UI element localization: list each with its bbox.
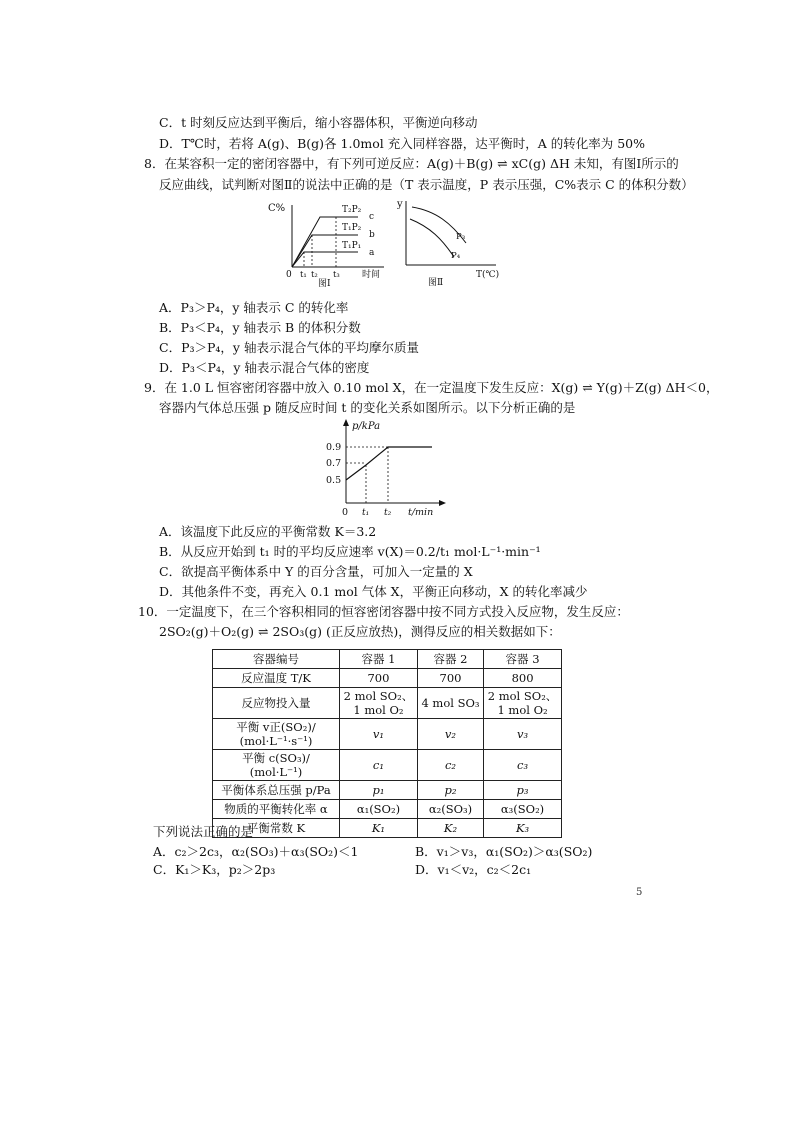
table-cell: p₃ bbox=[484, 781, 562, 800]
table-row bbox=[213, 688, 562, 719]
fig2-curve-label-p3: P₃ bbox=[456, 232, 466, 242]
fig3-xtick-t1: t₁ bbox=[362, 508, 370, 518]
q10-option-c: C．K₁＞K₃，p₂＞2p₃ bbox=[153, 862, 276, 877]
q8-option-c: C．P₃＞P₄，y 轴表示混合气体的平均摩尔质量 bbox=[159, 340, 419, 355]
fig3-origin: 0 bbox=[342, 507, 349, 518]
q9-option-a: A．该温度下此反应的平衡常数 K＝3.2 bbox=[159, 524, 377, 539]
table-row bbox=[213, 719, 562, 750]
q10-option-b: B．v₁＞v₃，α₁(SO₂)＞α₃(SO₂) bbox=[415, 844, 593, 859]
fig2-ylabel: y bbox=[397, 199, 403, 210]
q7-option-d: D．T℃时，若将 A(g)、B(g)各 1.0mol 充入同样容器，达平衡时，A 的转化率为 50% bbox=[159, 136, 645, 151]
q9-option-d: D．其他条件不变，再充入 0.1 mol 气体 X，平衡正向移动，X 的转化率减少 bbox=[159, 584, 588, 599]
fig1-curve-label-b: T₁P₂ bbox=[342, 223, 362, 233]
table-cell: c₃ bbox=[484, 750, 562, 781]
fig1-xlabel: 时间 bbox=[362, 270, 381, 280]
table-cell: 容器编号 bbox=[213, 650, 340, 669]
table-cell: 反应物投入量 bbox=[213, 688, 340, 719]
table-cell: α₂(SO₃) bbox=[417, 800, 483, 819]
table-cell: p₂ bbox=[417, 781, 483, 800]
fig1-caption: 图Ⅰ bbox=[318, 279, 331, 287]
q8-option-b: B．P₃＜P₄，y 轴表示 B 的体积分数 bbox=[159, 320, 361, 335]
table-cell: 平衡 c(SO₃)/ (mol·L⁻¹) bbox=[213, 750, 340, 781]
table-cell: 物质的平衡转化率 α bbox=[213, 800, 340, 819]
q8-option-a: A．P₃＞P₄，y 轴表示 C 的转化率 bbox=[159, 300, 349, 315]
page-number: 5 bbox=[636, 887, 643, 898]
fig3-ytick-0.7: 0.7 bbox=[326, 458, 342, 469]
q9-stem-line2: 容器内气体总压强 p 随反应时间 t 的变化关系如图所示。以下分析正确的是 bbox=[159, 400, 576, 415]
q9-option-b: B．从反应开始到 t₁ 时的平均反应速率 v(X)＝0.2/t₁ mol·L⁻¹·min⁻¹ bbox=[159, 544, 541, 559]
fig2-caption: 图Ⅱ bbox=[428, 278, 444, 287]
table-row bbox=[213, 781, 562, 800]
table-cell: 平衡体系总压强 p/Pa bbox=[213, 781, 340, 800]
fig1-curve-letter-a: a bbox=[369, 248, 375, 258]
fig2-xlabel: T(℃) bbox=[476, 270, 500, 280]
q8-stem-line1: 8．在某容积一定的密闭容器中，有下列可逆反应：A(g)＋B(g) ⇌ xC(g) ΔH 未知，有图Ⅰ所示的 bbox=[144, 156, 679, 171]
table-cell: 2 mol SO₂、 1 mol O₂ bbox=[484, 688, 562, 719]
table-cell: v₁ bbox=[340, 719, 418, 750]
table-cell: v₂ bbox=[417, 719, 483, 750]
fig2-curve-label-p4: P₄ bbox=[451, 251, 461, 261]
q10-option-d: D．v₁＜v₂，c₂＜2c₁ bbox=[415, 862, 532, 877]
fig3-xlabel: t/min bbox=[408, 507, 434, 518]
table-cell: 容器 3 bbox=[484, 650, 562, 669]
fig3-xtick-t2: t₂ bbox=[384, 508, 392, 518]
table-cell: v₃ bbox=[484, 719, 562, 750]
q10-question: 下列说法正确的是 bbox=[153, 824, 254, 839]
table-row bbox=[213, 800, 562, 819]
q10-stem-line2: 2SO₂(g)＋O₂(g) ⇌ 2SO₃(g) (正反应放热)，测得反应的相关数据如下： bbox=[159, 624, 561, 639]
fig1-ylabel: C% bbox=[268, 203, 286, 214]
table-cell: α₃(SO₂) bbox=[484, 800, 562, 819]
q10-data-table bbox=[212, 649, 562, 838]
table-cell: K₂ bbox=[417, 819, 483, 838]
table-cell: α₁(SO₂) bbox=[340, 800, 418, 819]
table-cell: 平衡 v正(SO₂)/ (mol·L⁻¹·s⁻¹) bbox=[213, 719, 340, 750]
q10-stem-line1: 10．一定温度下，在三个容积相同的恒容密闭容器中按不同方式投入反应物，发生反应： bbox=[138, 604, 629, 619]
figure-2 bbox=[396, 195, 506, 287]
fig3-ytick-0.9: 0.9 bbox=[326, 442, 342, 453]
fig1-curve-letter-c: c bbox=[369, 212, 375, 222]
q9-option-c: C．欲提高平衡体系中 Y 的百分含量，可加入一定量的 X bbox=[159, 564, 473, 579]
fig1-tick-t1: t₁ bbox=[300, 270, 307, 280]
table-row bbox=[213, 669, 562, 688]
table-cell: 反应温度 T/K bbox=[213, 669, 340, 688]
table-cell: p₁ bbox=[340, 781, 418, 800]
fig1-curve-letter-b: b bbox=[369, 230, 375, 240]
fig1-tick-t3: t₃ bbox=[333, 270, 340, 280]
table-cell: c₂ bbox=[417, 750, 483, 781]
table-cell: K₁ bbox=[340, 819, 418, 838]
table-row bbox=[213, 819, 562, 838]
fig1-curve-label-c: T₂P₂ bbox=[342, 205, 362, 215]
table-cell: 容器 2 bbox=[417, 650, 483, 669]
q9-stem-line1: 9．在 1.0 L 恒容密闭容器中放入 0.10 mol X，在一定温度下发生反应：X(g) ⇌ Y(g)＋Z(g) ΔH＜0， bbox=[144, 380, 719, 395]
q8-stem-line2: 反应曲线，试判断对图Ⅱ的说法中正确的是（T 表示温度，P 表示压强，C%表示 C 的体积分数） bbox=[159, 177, 694, 192]
table-cell: 700 bbox=[417, 669, 483, 688]
q10-option-a: A．c₂＞2c₃，α₂(SO₃)＋α₃(SO₂)＜1 bbox=[153, 844, 359, 859]
table-row bbox=[213, 650, 562, 669]
fig3-ytick-0.5: 0.5 bbox=[326, 475, 342, 486]
fig3-ylabel: p/kPa bbox=[352, 421, 381, 432]
fig1-origin: 0 bbox=[286, 270, 292, 280]
table-row bbox=[213, 750, 562, 781]
table-cell: K₃ bbox=[484, 819, 562, 838]
q7-option-c: C．t 时刻反应达到平衡后，缩小容器体积，平衡逆向移动 bbox=[159, 115, 478, 130]
table-cell: 4 mol SO₃ bbox=[417, 688, 483, 719]
figure-3 bbox=[322, 417, 448, 519]
table-cell: 平衡常数 K bbox=[213, 819, 340, 838]
table-cell: c₁ bbox=[340, 750, 418, 781]
table-cell: 800 bbox=[484, 669, 562, 688]
fig1-tick-t2: t₂ bbox=[311, 270, 318, 280]
figure-1 bbox=[266, 197, 396, 287]
table-cell: 容器 1 bbox=[340, 650, 418, 669]
table-cell: 700 bbox=[340, 669, 418, 688]
table-cell: 2 mol SO₂、 1 mol O₂ bbox=[340, 688, 418, 719]
q8-option-d: D．P₃＜P₄，y 轴表示混合气体的密度 bbox=[159, 360, 370, 375]
fig1-curve-label-a: T₁P₁ bbox=[342, 241, 362, 251]
